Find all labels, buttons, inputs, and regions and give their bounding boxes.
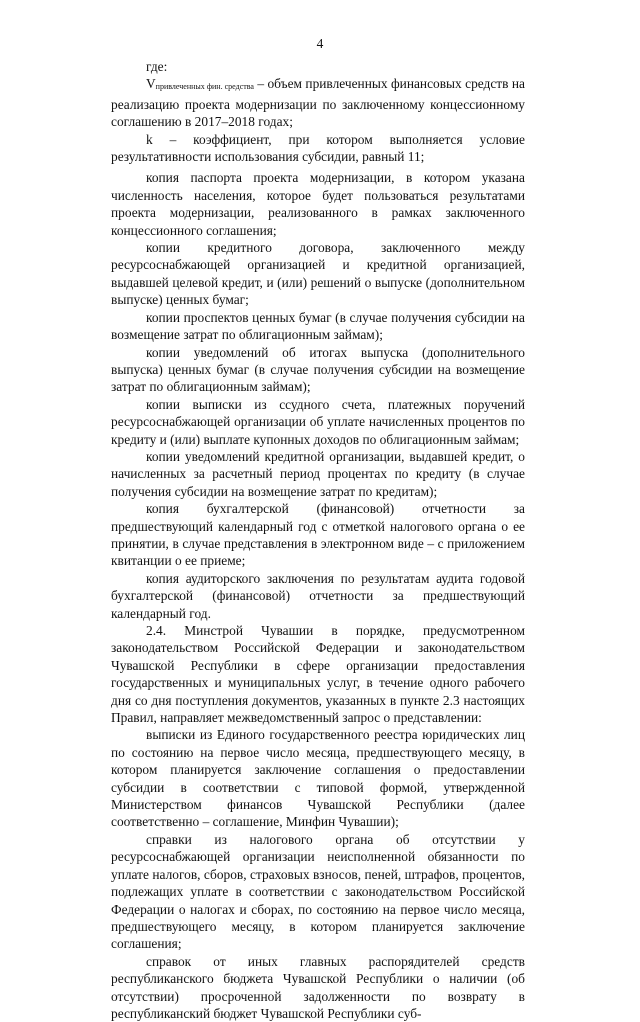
v-subscript: привлеченных фин. средства [155,82,254,92]
page-number: 4 [316,36,324,51]
paragraph-4: копии уведомлений об итогах выпуска (дополнительного выпуска) ценных бумаг (в случае получения субсидии на возмещение затрат по облигационным займам); [111,344,525,395]
paragraph-6: копии уведомлений кредитной организации, выдавшей кредит, о начисленных за расчетный период процентах по кредиту (в случае получения субсидии на возмещение затрат по кредитам); [111,448,525,499]
document-body [111,58,525,1022]
paragraph-1: копия паспорта проекта модернизации, в котором указана численность населения, которое будет пользоваться результатами проекта модернизации, реализованного в рамках заключенного концессионного соглашения; [111,170,525,238]
paragraph-12: справок от иных главных распорядителей средств республиканского бюджета Чувашской Республики о наличии (об отсутствии) просроченной задолженности по возврату в республиканский бюджет Чувашской Республики суб- [111,953,525,1021]
paragraph-11: справки из налогового органа об отсутствии у ресурсоснабжающей организации неисполненной обязанности по уплате налогов, сборов, страховых взносов, пеней, штрафов, процентов, подлежащих уплате в соответствии с законодательством Российской Федерации о налогах и сборах, по состоянию на первое число месяца, предшествующего месяцу, в котором планируется заключение соглашения; [111,831,525,952]
paragraph-k-definition: k – коэффициент, при котором выполняется условие результативности использования субсидии, равный 11; [111,131,525,165]
paragraph-where: где: [146,59,168,74]
v-definition-text: – объем привлеченных финансовых средств на реализацию проекта модернизации по заключенному концессионному соглашению в 2017–2018 годах; [111,76,526,130]
paragraph-3: копии проспектов ценных бумаг (в случае получения субсидии на возмещение затрат по облигационным займам); [111,309,525,343]
paragraph-5: копии выписки из ссудного счета, платежных поручений ресурсоснабжающей организации об уплате начисленных процентов по кредиту и (или) выплате купонных доходов по облигационным займам; [111,396,525,447]
paragraph-9: 2.4. Минстрой Чувашии в порядке, предусмотренном законодательством Российской Федерации и законодательством Чувашской Республики в сфере организации предоставления государственных и муниципальных услуг, в течение одного рабочего дня со дня поступления документов, указанных в пункте 2.3 настоящих Правил, направляет межведомственный запрос о представлении: [111,623,525,726]
paragraph-10: выписки из Единого государственного реестра юридических лиц по состоянию на первое число месяца, предшествующего месяцу, в котором планируется заключение соглашения о предоставлении субсидии в соответствии с типовой формой, утвержденной Министерством финансов Чувашской Республики (далее соответственно – соглашение, Минфин Чувашии); [111,727,525,830]
paragraph-2: копии кредитного договора, заключенного между ресурсоснабжающей организацией и кредитной организацией, выдавшей целевой кредит, и (или) решений о выпуске (дополнительном выпуске) ценных бумаг; [111,240,525,308]
paragraph-8: копия аудиторского заключения по результатам аудита годовой бухгалтерской (финансовой) отчетности за предшествующий календарный год. [111,570,525,621]
v-symbol: V [146,76,156,92]
paragraph-v-definition [111,75,525,130]
paragraph-7: копия бухгалтерской (финансовой) отчетности за предшествующий календарный год с отметкой налогового органа о ее принятии, в случае представления в электронном виде – с приложением квитанции о ее приеме; [111,501,525,569]
